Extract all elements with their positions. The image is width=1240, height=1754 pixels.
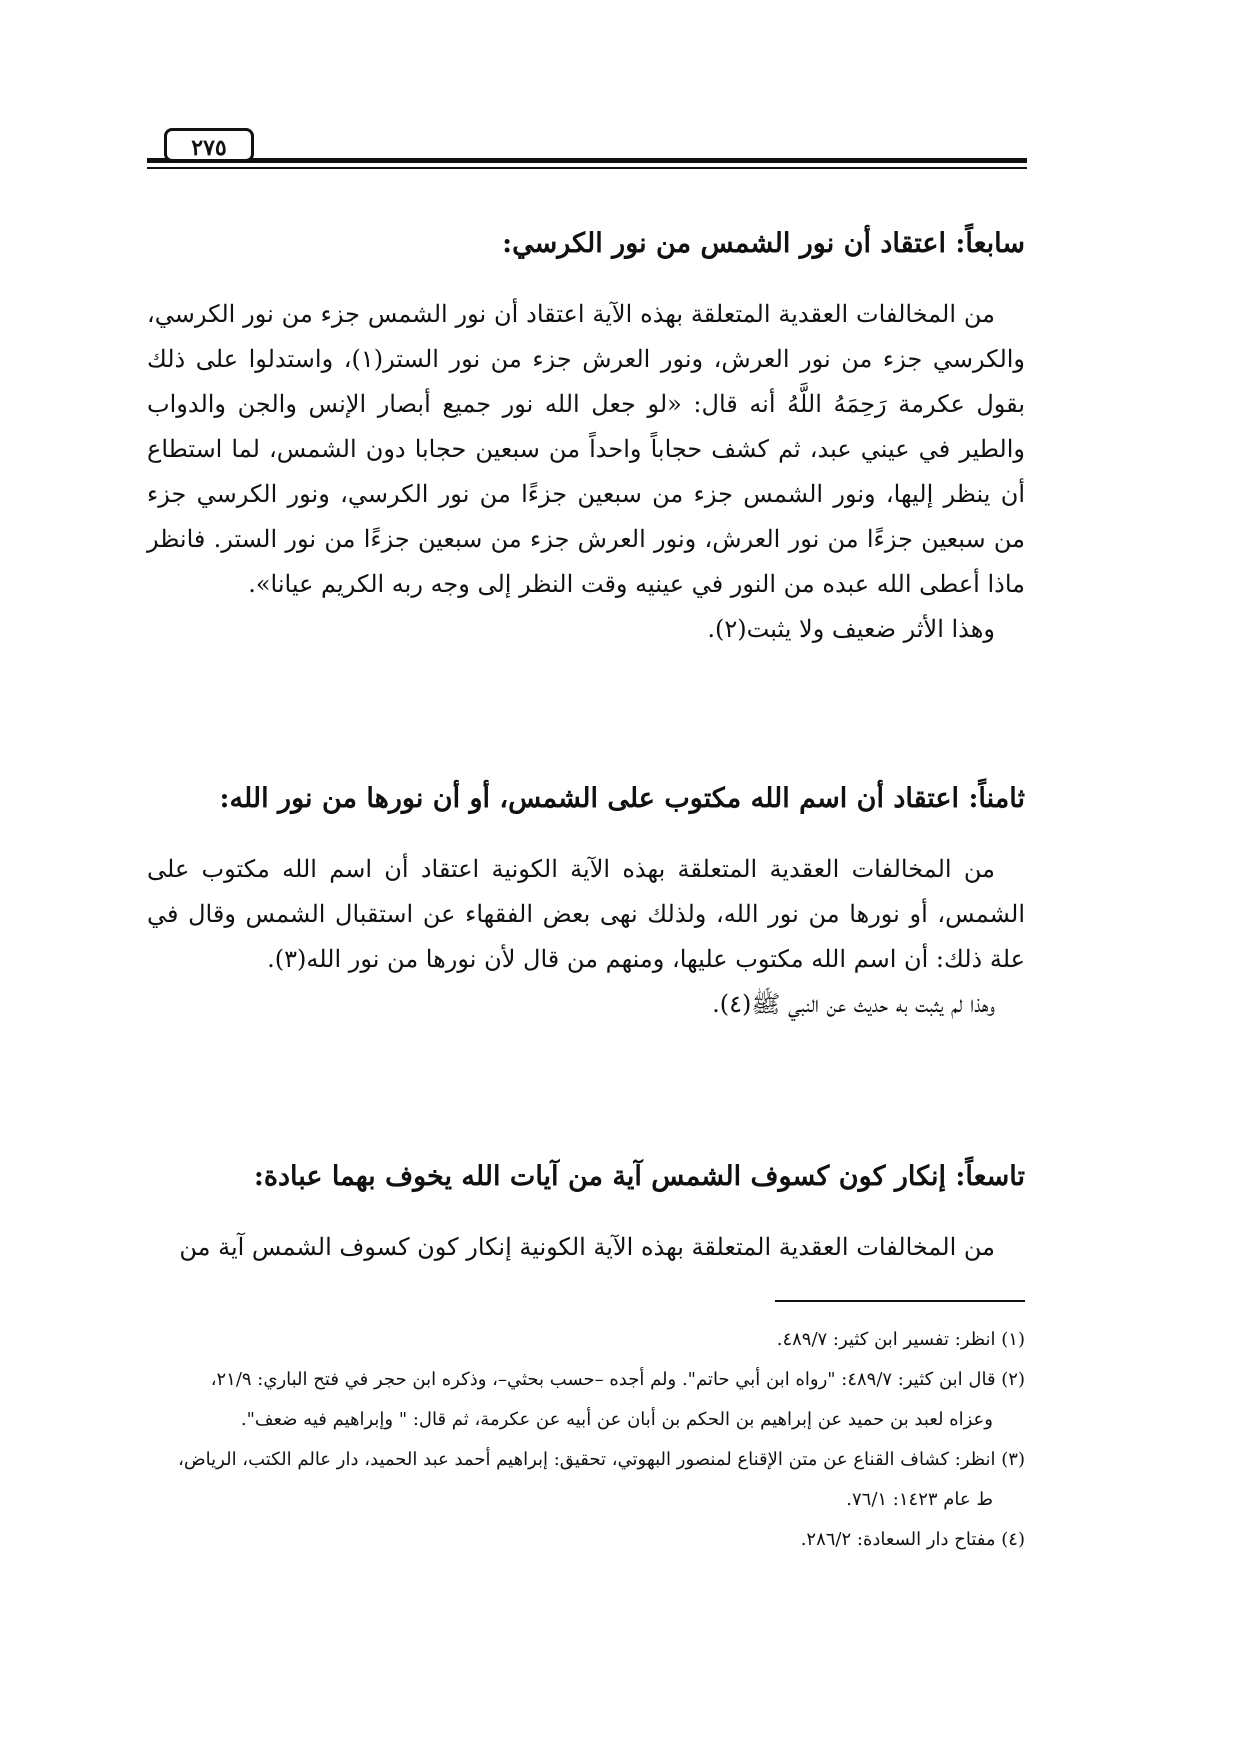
section-ninth bbox=[147, 1155, 1025, 1270]
footnote-separator bbox=[775, 1300, 1025, 1302]
section-eighth bbox=[147, 777, 1025, 1027]
section-note-eighth: وهذا لم يثبت به حديث عن النبي ﷺ(٤). bbox=[712, 990, 995, 1018]
page-number: ٢٧٥ bbox=[164, 128, 254, 162]
section-heading-ninth: تاسعاً: إنكار كون كسوف الشمس آية من آيات الله يخوف بهما عبادة: bbox=[253, 1161, 1025, 1192]
paragraph-text: من المخالفات العقدية المتعلقة بهذه الآية الكونية إنكار كون كسوف الشمس آية من bbox=[179, 1233, 995, 1261]
footnote-2: (٢) قال ابن كثير: ٤٨٩/٧: "رواه ابن أبي حاتم". ولم أجده –حسب بحثي–، وذكره ابن حجر في فتح الباري: ٢١/٩، bbox=[210, 1369, 1025, 1390]
paragraph-text: من المخالفات العقدية المتعلقة بهذه الآية اعتقاد أن نور الشمس جزء من نور الكرسي، والكرسي جزء من نور العرش، ونور العرش جزء من نور الستر(١)، واستدلوا على ذلك بقول عكرمة رَحِمَهُ اللَّهُ أنه قال: «لو جعل الله نور جميع أبصار الإنس والجن والدواب والطير في عيني عبد، ثم كشف حجاباً واحداً من سبعين حجابا دون الشمس، لما استطاع أن ينظر إليها، ونور الشمس جزء من سبعين جزءًا من نور الكرسي، ونور الكرسي جزء من سبعين جزءًا من نور العرش، ونور العرش جزء من سبعين جزءًا من نور الستر. فانظر ماذا أعطى الله عبده من النور في عينيه وقت النظر إلى وجه ربه الكريم عيانا». bbox=[147, 300, 1026, 598]
footnote-4: (٤) مفتاح دار السعادة: ٢٨٦/٢. bbox=[800, 1529, 1025, 1550]
paragraph-text: من المخالفات العقدية المتعلقة بهذه الآية الكونية اعتقاد أن اسم الله مكتوب على الشمس، أو نورها من نور الله، ولذلك نهى بعض الفقهاء عن استقبال الشمس وقال في علة ذلك: أن اسم الله مكتوب عليها، ومنهم من قال لأن نورها من نور الله(٣). bbox=[147, 855, 1025, 973]
footnote-3: (٣) انظر: كشاف القناع عن متن الإقناع لمنصور البهوتي، تحقيق: إبراهيم أحمد عبد الحميد، دار عالم الكتب، الرياض، bbox=[178, 1449, 1025, 1470]
footnote-1: (١) انظر: تفسير ابن كثير: ٤٨٩/٧. bbox=[776, 1329, 1025, 1350]
section-note-seventh: وهذا الأثر ضعيف ولا يثبت(٢). bbox=[707, 615, 995, 643]
header-rule-thick bbox=[147, 158, 1027, 163]
section-paragraph-seventh bbox=[147, 292, 1025, 607]
section-paragraph-eighth bbox=[147, 847, 1025, 982]
section-heading-seventh: سابعاً: اعتقاد أن نور الشمس من نور الكرسي: bbox=[502, 228, 1025, 259]
footnotes bbox=[147, 1320, 1025, 1560]
section-seventh bbox=[147, 222, 1025, 652]
section-paragraph-ninth bbox=[147, 1225, 1025, 1270]
header-rule-thin bbox=[147, 167, 1027, 169]
footnote-2-continued: وعزاه لعبد بن حميد عن إبراهيم بن الحكم بن أبان عن أبيه عن عكرمة، ثم قال: " وإبراهيم فيه ضعف". bbox=[240, 1409, 993, 1430]
section-heading-eighth: ثامناً: اعتقاد أن اسم الله مكتوب على الشمس، أو أن نورها من نور الله: bbox=[219, 783, 1025, 814]
footnote-3-continued: ط عام ١٤٢٣: ٧٦/١. bbox=[846, 1489, 993, 1510]
